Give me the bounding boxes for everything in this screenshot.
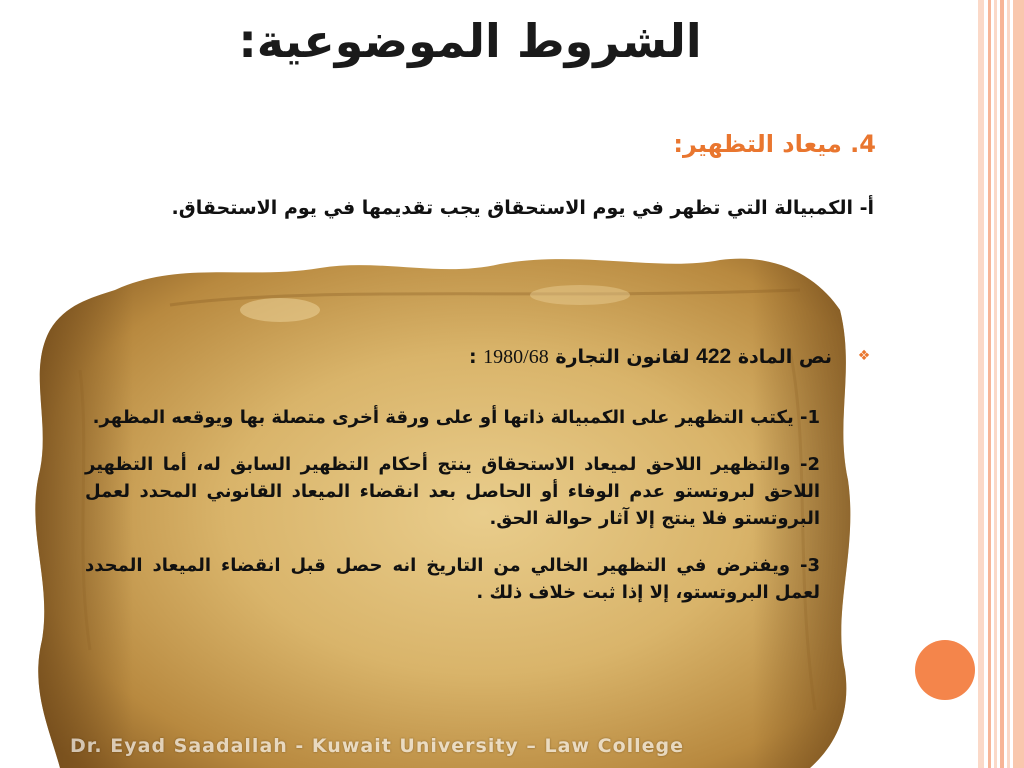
article-middle: لقانون التجارة (548, 346, 697, 368)
rule-line-a: أ- الكمبيالة التي تظهر في يوم الاستحقاق يجب تقديمها في يوم الاستحقاق. (171, 197, 874, 219)
article-content (85, 345, 871, 606)
footer-credit: Dr. Eyad Saadallah - Kuwait University – Law College (70, 735, 685, 757)
border-stripe (1013, 0, 1024, 768)
paragraph-3: 3- ويفترض في التظهير الخالي من التاريخ انه حصل قبل انقضاء الميعاد المحدد لعمل البروتستو، إلا إذا ثبت خلاف ذلك . (85, 555, 820, 603)
decorative-circle (915, 640, 975, 700)
article-prefix: نص المادة (731, 346, 832, 368)
border-stripe (1007, 0, 1010, 768)
slide-title: الشروط الموضوعية: (238, 14, 702, 68)
diamond-flower-icon: ❖ (857, 348, 871, 364)
border-stripe (1000, 0, 1004, 768)
paragraph-1: 1- يكتب التظهير على الكمبيالة ذاتها أو على ورقة أخرى متصلة بها ويوقعه المظهر. (92, 407, 820, 428)
article-heading (85, 345, 871, 369)
section-heading: 4. ميعاد التظهير: (673, 130, 876, 158)
article-number: 422 (696, 345, 732, 368)
border-stripe (988, 0, 991, 768)
border-stripe (978, 0, 984, 768)
paragraph-2: 2- والتظهير اللاحق لميعاد الاستحقاق ينتج أحكام التظهير السابق له، أما التظهير اللاحق لبروتستو عدم الوفاء أو الحاصل بعد انقضاء الميعاد القانوني المحدد لعمل البروتستو فلا ينتج إلا آثار حوالة الحق. (85, 454, 820, 529)
article-suffix: : (468, 346, 484, 368)
law-number: 1980/68 (483, 346, 549, 368)
border-stripe (994, 0, 997, 768)
